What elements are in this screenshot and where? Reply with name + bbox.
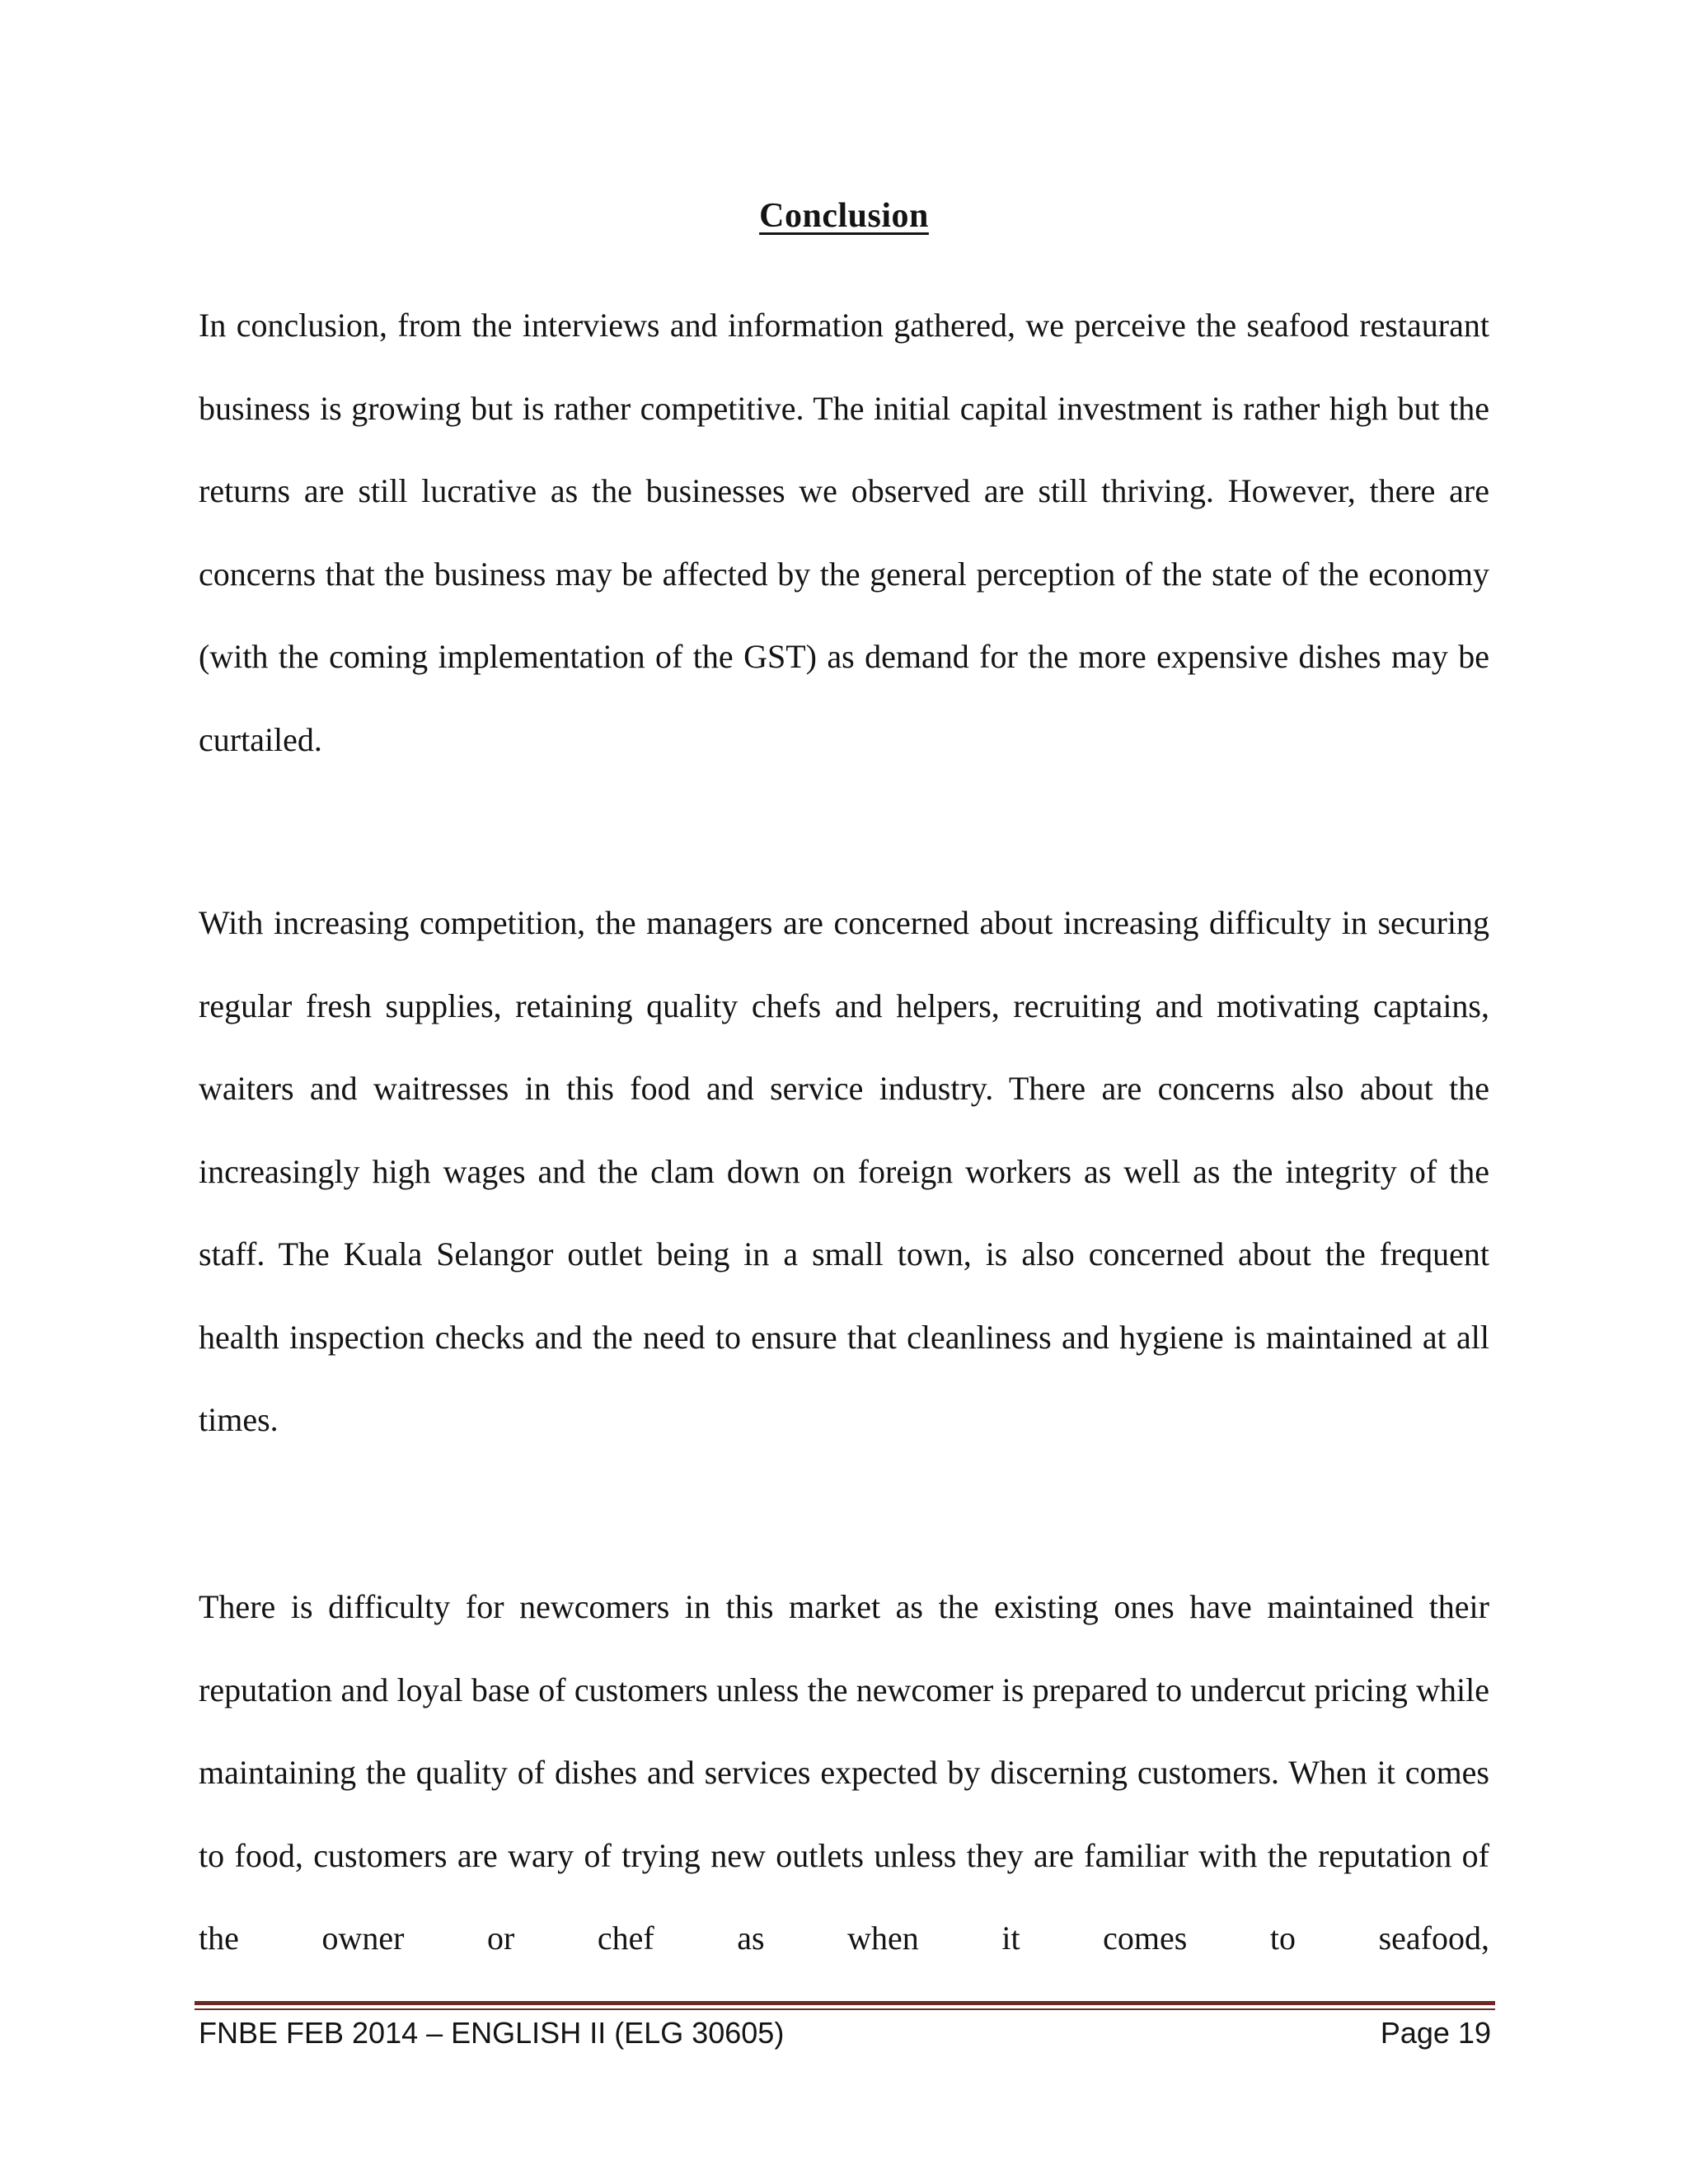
paragraph-2: With increasing competition, the managers are concerned about increasing difficulty in securing regular fresh supplies, retaining quality chefs and helpers, recruiting and motivating captains, waiters and waitresses in this food and service industry. There are concerns also about the increasingly high wages and the clam down on foreign workers as well as the integrity of the staff. The Kuala Selangor outlet being in a small town, is also concerned about the frequent health inspection checks and the need to ensure that cleanliness and hygiene is maintained at all times. bbox=[199, 904, 1489, 1438]
footer-rule-thin bbox=[195, 2008, 1495, 2010]
footer-rule-thick bbox=[195, 2001, 1495, 2005]
paragraph-1: In conclusion, from the interviews and information gathered, we perceive the seafood restaurant business is growing but is rather competitive. The initial capital investment is rather high but the returns are still lucrative as the businesses we observed are still thriving. However, there are concerns that the business may be affected by the general perception of the state of the economy (with the coming implementation of the GST) as demand for the more expensive dishes may be curtailed. bbox=[199, 307, 1489, 758]
footer-page-number: Page 19 bbox=[1380, 2016, 1491, 2050]
footer-course-label: FNBE FEB 2014 – ENGLISH II (ELG 30605) bbox=[199, 2016, 785, 2050]
paragraph-3: There is difficulty for newcomers in this market as the existing ones have maintained their reputation and loyal base of customers unless the newcomer is prepared to undercut pricing while maintaining the quality of dishes and services expected by discerning customers. When it comes to food, customers are wary of trying new outlets unless they are familiar with the reputation of the owner or chef as when it comes to seafood, bbox=[199, 1588, 1489, 1957]
page-heading: Conclusion bbox=[759, 197, 929, 235]
